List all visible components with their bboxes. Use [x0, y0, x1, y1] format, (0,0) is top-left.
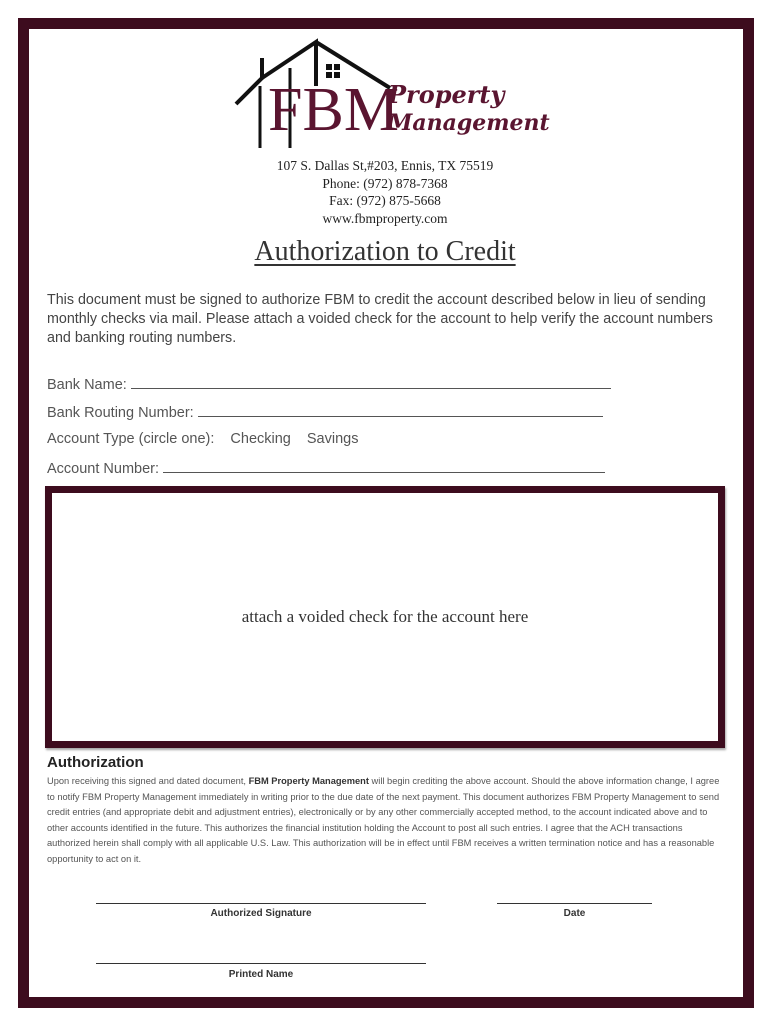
bank-name-label: Bank Name: [47, 377, 127, 393]
logo-management-text: Management [388, 110, 550, 136]
date-label: Date [563, 908, 586, 919]
address-fax: Fax: (972) 875-5668 [329, 193, 441, 208]
account-number-label: Account Number: [47, 461, 160, 477]
company-logo [230, 38, 550, 153]
authorization-text-end: will begin crediting the above account. Should the above information change, I agree to notify FBM Property Management immediately in writing prior to the due date of the next payment. This document authorizes FBM Property Management to send credit entries (and appropriate debit and adjustment entries), electronically or by any other commercially accepted method, to the account indicated above and to other accounts identified in the future. This authorizes the financial institution holding the Account to post all such entries. I agree that the ACH transactions authorized herein shall comply with all applicable U.S. Law. This authorization will be in effect until FBM receives a written termination notice and has a reasonable opportunity to act on it. [47, 776, 720, 864]
authorization-text [47, 774, 722, 868]
routing-number-line[interactable] [198, 403, 603, 417]
routing-number-label: Bank Routing Number: [47, 405, 194, 421]
document-title-text: Authorization to Credit [254, 236, 516, 267]
logo-property-text: Property [388, 80, 505, 109]
address-street: 107 S. Dallas St,#203, Ennis, TX 75519 [276, 158, 494, 173]
authorization-company: FBM Property Management [248, 776, 369, 786]
account-type-label: Account Type (circle one): [47, 431, 215, 447]
printed-name-label: Printed Name [228, 969, 294, 980]
voided-check-text: attach a voided check for the account here [241, 607, 529, 626]
bank-name-field[interactable] [47, 375, 611, 393]
signature-label: Authorized Signature [210, 908, 312, 919]
printed-name-line[interactable] [96, 963, 426, 964]
account-type-savings[interactable]: Savings [306, 431, 359, 447]
account-number-field[interactable] [47, 459, 605, 477]
intro-paragraph: This document must be signed to authorize FBM to credit the account described below in lieu of sending monthly checks via mail. Please attach a voided check for the account to help verify the account numbers and banking routing numbers. [47, 292, 713, 346]
address-phone: Phone: (972) 878-7368 [322, 176, 448, 191]
authorization-text-start: Upon receiving this signed and dated document, [47, 776, 249, 786]
logo-fbm-text: FBM [268, 76, 399, 144]
authorization-heading: Authorization [47, 754, 144, 771]
account-type-checking[interactable]: Checking [230, 431, 291, 447]
signature-line[interactable] [96, 903, 426, 904]
document-title [0, 236, 770, 268]
bank-name-line[interactable] [131, 375, 611, 389]
date-line[interactable] [497, 903, 652, 904]
account-number-line[interactable] [163, 459, 605, 473]
address-website: www.fbmproperty.com [322, 211, 448, 226]
routing-number-field[interactable] [47, 403, 603, 421]
voided-check-area [45, 486, 725, 748]
account-type-field [47, 431, 358, 447]
